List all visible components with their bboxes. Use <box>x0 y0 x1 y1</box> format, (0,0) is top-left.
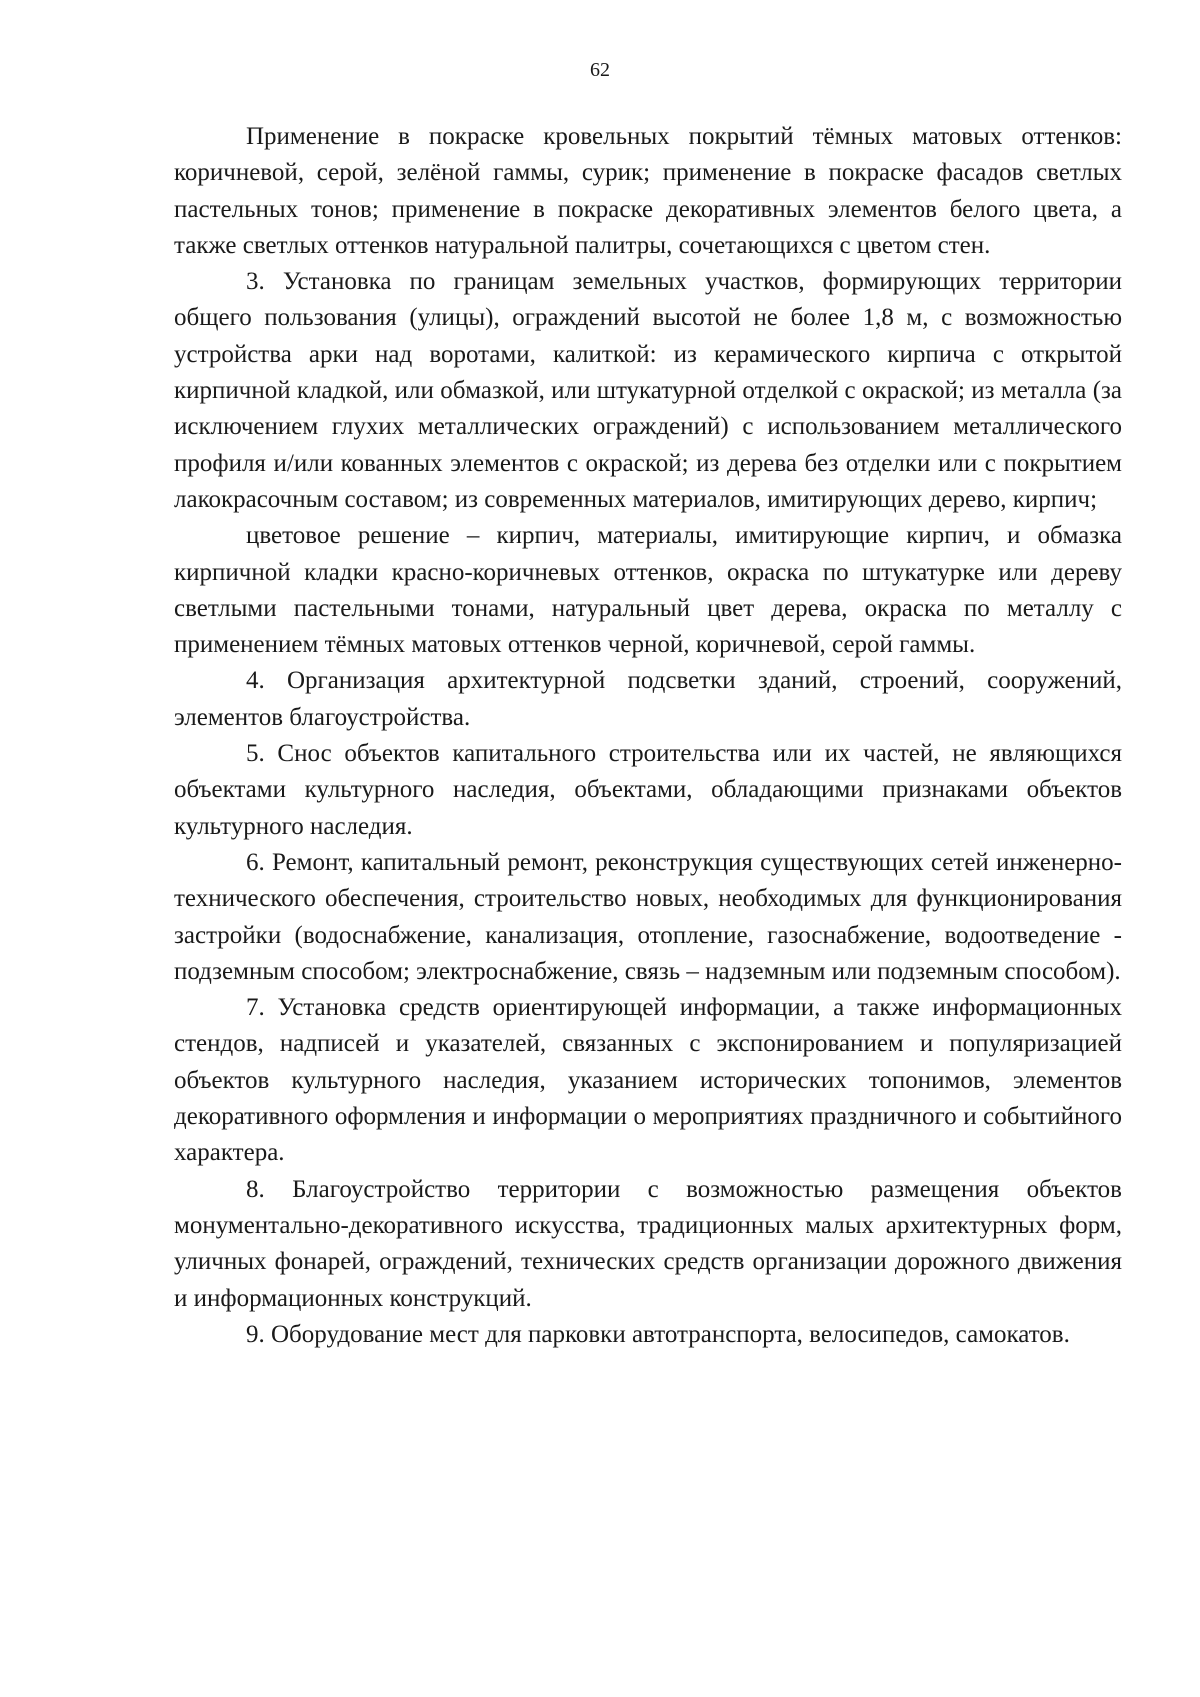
paragraph-item-3-fences: 3. Установка по границам земельных участков, формирующих территории общего пользования (улицы), ограждений высотой не более 1,8 м, с возможностью устройства арки над воротами, калиткой: из керамического кирпича с открытой кирпичной кладкой, или обмазкой, или штукатурной отделкой с окраской; из металла (за исключением глухих металлических ограждений) с использованием металлического профиля и/или кованных элементов с окраской; из дерева без отделки или с покрытием лакокрасочным составом; из современных материалов, имитирующих дерево, кирпич; <box>174 268 1122 513</box>
paragraph-item-8-landscaping: 8. Благоустройство территории с возможностью размещения объектов монументально-декоративного искусства, традиционных малых архитектурных форм, уличных фонарей, ограждений, технических средств организации дорожного движения и информационных конструкций. <box>174 1175 1122 1312</box>
paragraph-item-7-information: 7. Установка средств ориентирующей информации, а также информационных стендов, надписей и указателей, связанных с экспонированием и популяризацией объектов культурного наследия, указанием исторических топонимов, элементов декоративного оформления и информации о мероприятиях праздничного и событийного характера. <box>174 994 1122 1167</box>
paragraph-item-5-demolition: 5. Снос объектов капитального строительства или их частей, не являющихся объектами культурного наследия, объектами, обладающими признаками объектов культурного наследия. <box>174 740 1122 840</box>
page-number: 62 <box>590 59 610 81</box>
paragraph-roof-colors: Применение в покраске кровельных покрытий тёмных матовых оттенков: коричневой, серой, зелёной гаммы, сурик; применение в покраске фасадов светлых пастельных тонов; применение в покраске декоративных элементов белого цвета, а также светлых оттенков натуральной палитры, сочетающихся с цветом стен. <box>174 123 1122 259</box>
paragraph-fence-colors: цветовое решение – кирпич, материалы, имитирующие кирпич, и обмазка кирпичной кладки красно-коричневых оттенков, окраска по штукатурке или дереву светлыми пастельными тонами, натуральный цвет дерева, окраска по металлу с применением тёмных матовых оттенков черной, коричневой, серой гаммы. <box>174 522 1122 659</box>
paragraph-item-9-parking: 9. Оборудование мест для парковки автотранспорта, велосипедов, самокатов. <box>246 1320 1070 1348</box>
paragraph-item-4-lighting: 4. Организация архитектурной подсветки зданий, строений, сооружений, элементов благоустройства. <box>174 667 1122 731</box>
document-body <box>174 119 1122 1353</box>
paragraph-item-6-utilities: 6. Ремонт, капитальный ремонт, реконструкция существующих сетей инженерно-технического обеспечения, строительство новых, необходимых для функционирования застройки (водоснабжение, канализация, отопление, газоснабжение, водоотведение - подземным способом; электроснабжение, связь – надземным или подземным способом). <box>174 848 1122 985</box>
